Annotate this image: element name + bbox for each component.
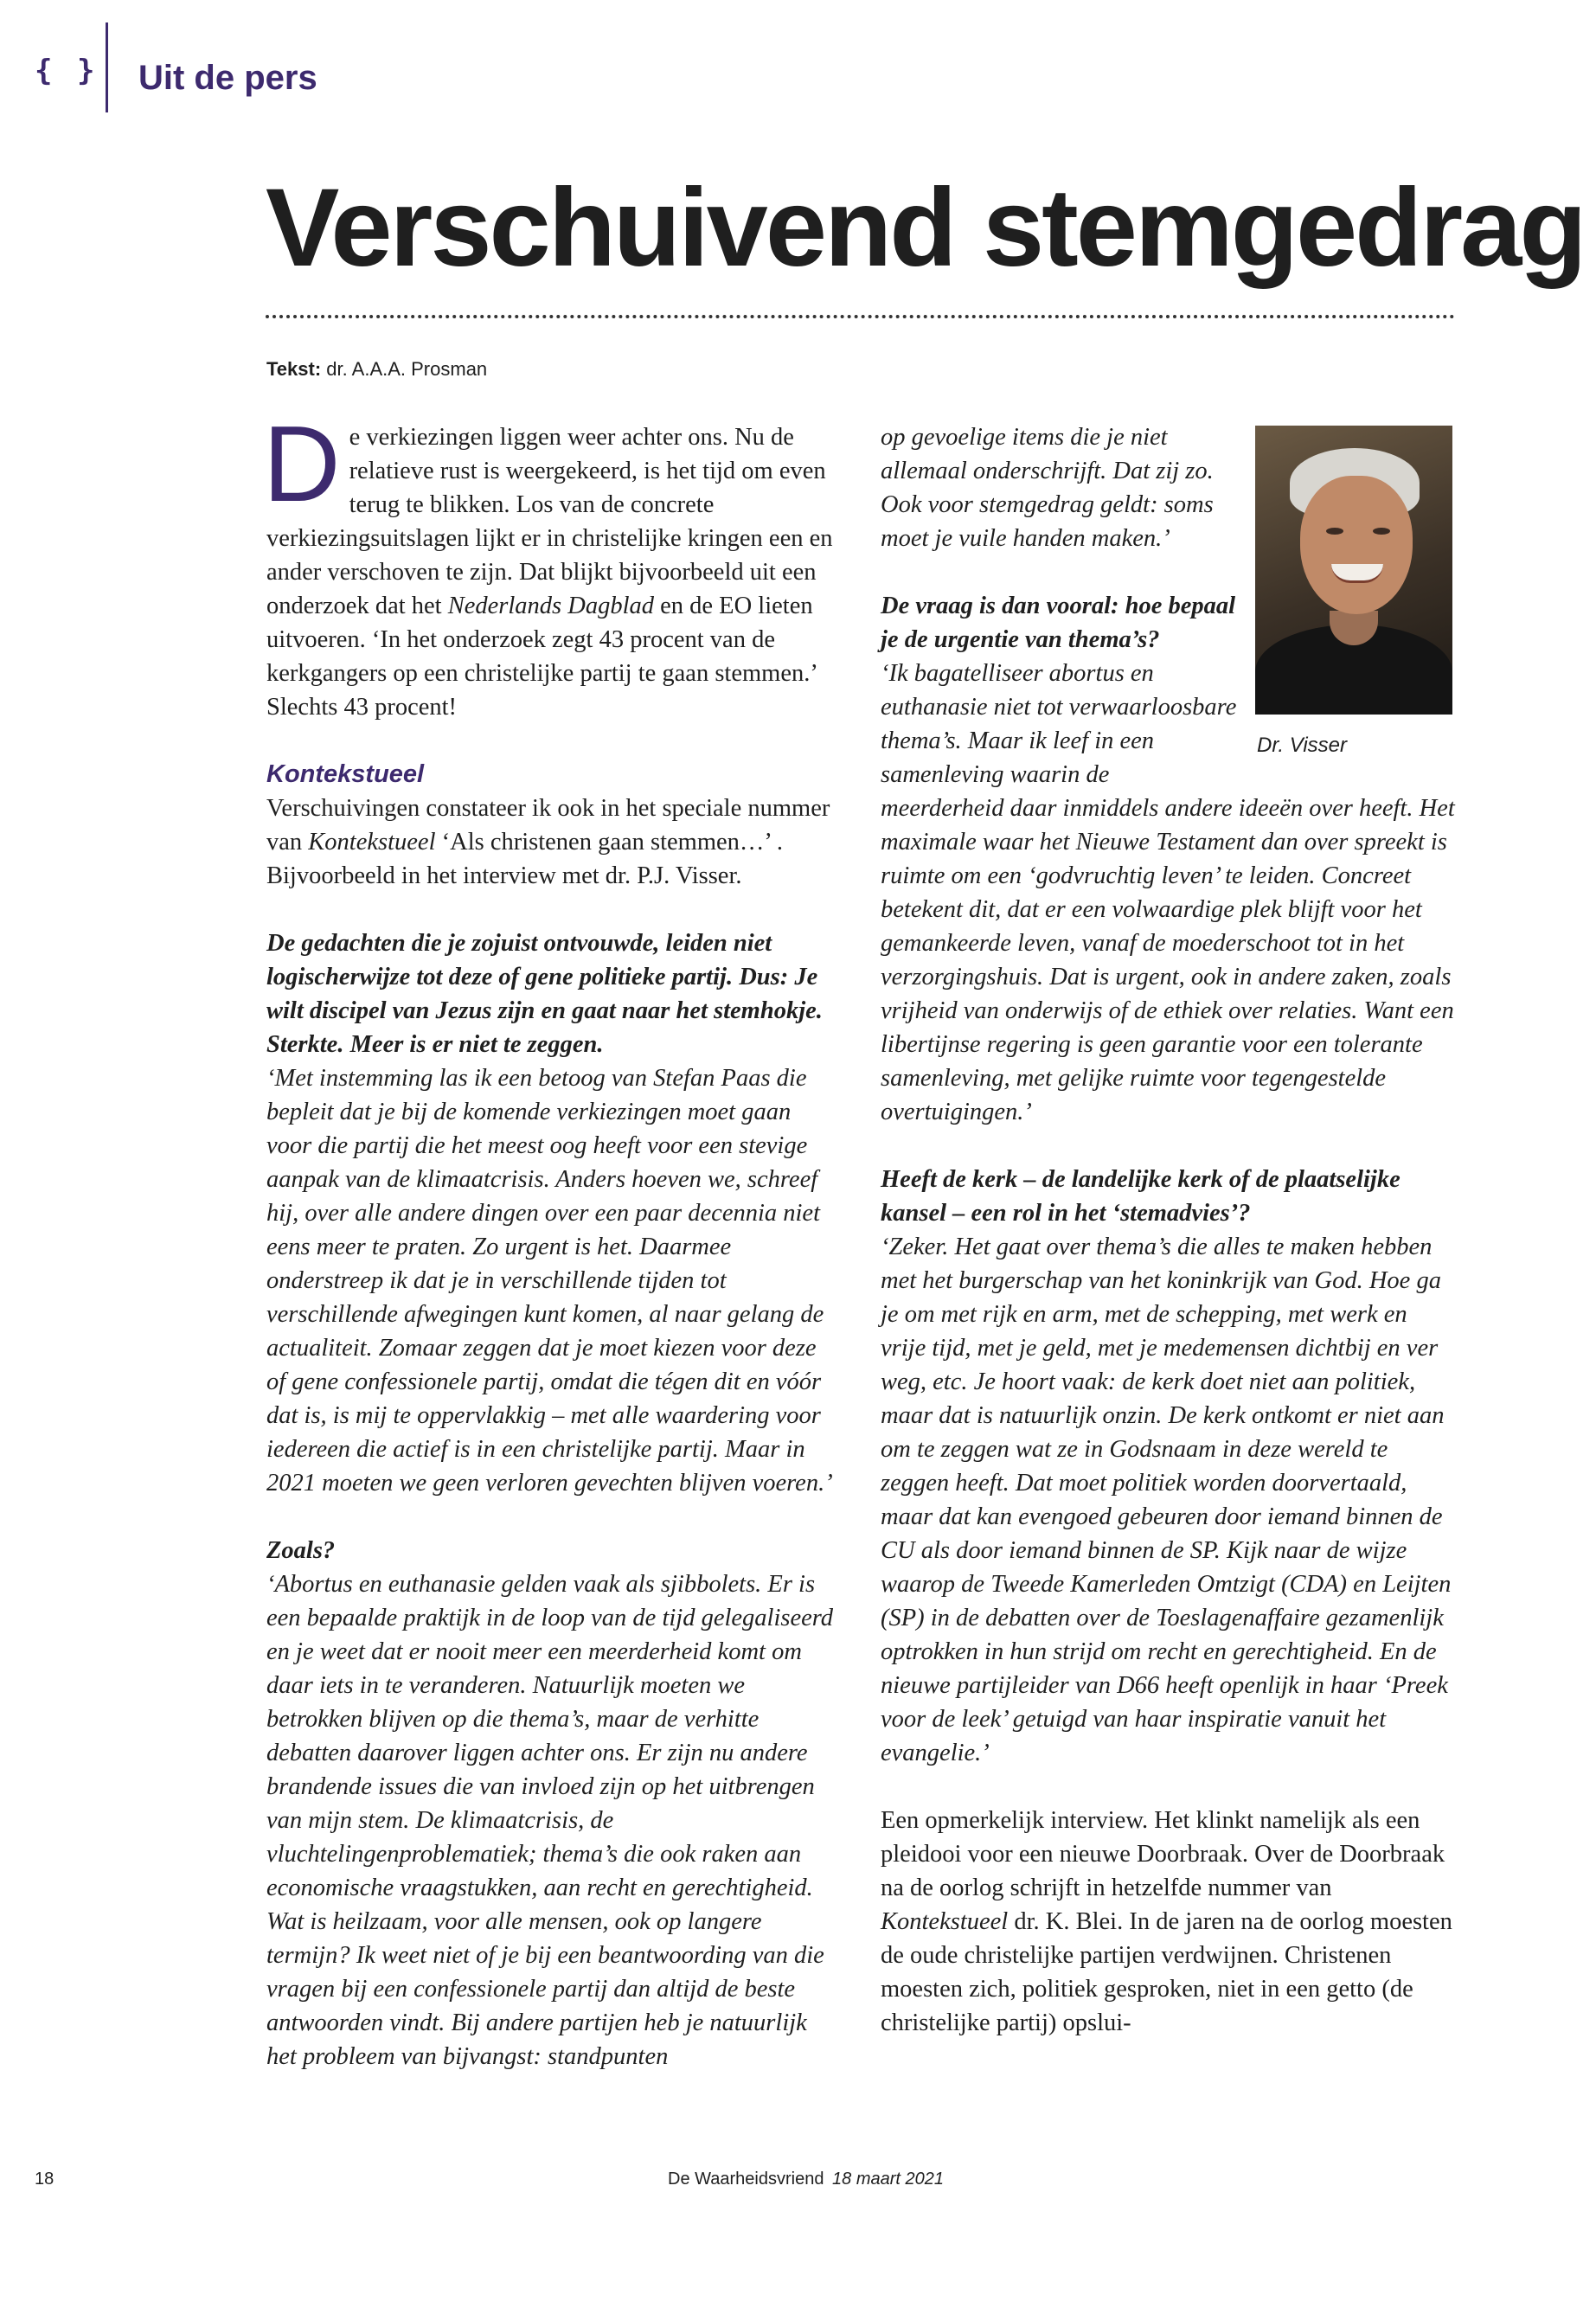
interview-answer-1: ‘Met instemming las ik een betoog van Stefan Paas die bepleit dat je bij de komende verkiezingen moet gaan voor die partij die het meest oog heeft voor een stevige aanpak van de klimaatcrisis. Anders hoeven we, schreef hij, over alle andere dingen over een paar decennia niet eens meer te praten. Zo urgent is het. Daarmee onderstreep ik dat je in verschillende tijden tot verschillende afwegingen kunt komen, al naar gelang de actualiteit. Zomaar zeggen dat je moet kiezen voor deze of gene confessionele partij, omdat die tégen dit en vóór dat is, is mij te oppervlakkig – met alle waardering voor iedereen die actief is in een christelijke partij. Maar in 2021 moeten we geen verloren gevechten blijven voeren.’: [266, 1065, 833, 1497]
paragraph-2: [266, 792, 837, 893]
interview-question-3: De vraag is dan vooral: hoe bepaal je de urgentie van thema’s?: [881, 593, 1236, 653]
byline-author: dr. A.A.A. Prosman: [326, 358, 488, 380]
article-column-right: [881, 420, 1456, 2040]
interview-answer-2-continued: op gevoelige items die je niet allemaal onderschrijft. Dat zij zo. Ook voor stemgedrag geldt: soms moet je vuile handen maken.’: [881, 424, 1214, 552]
issue-date: 18 maart 2021: [832, 2170, 944, 2189]
drop-cap: D: [263, 405, 341, 524]
intro-text-2: en de EO lieten uitvoeren. ‘In het onderzoek zegt 43 procent van de kerkgangers op een christelijke partij te gaan stemmen.’ Slechts 43 procent!: [266, 593, 817, 721]
intro-text-1: e verkiezingen liggen weer achter ons. Nu de relatieve rust is weergekeerd, is het tijd om even terug te blikken. Los van de concrete verkiezingsuitslagen lijkt er in christelijke kringen een en ander verschoven te zijn. Dat blijkt bijvoorbeeld uit een onderzoek dat het: [266, 424, 833, 619]
byline: [266, 358, 487, 381]
intro-emphasis: Nederlands Dagblad: [447, 593, 654, 619]
p2-text-1: Verschuivingen constateer ik ook in het speciale nummer van: [266, 795, 830, 856]
title-dotted-rule: [266, 315, 1455, 318]
p2-emphasis: Kontekstueel: [308, 829, 436, 856]
interview-answer-2: ‘Abortus en euthanasie gelden vaak als sjibbolets. Er is een bepaalde praktijk in de loop van de tijd gelegaliseerd en je weet dat er nooit meer een meerderheid komt om daar iets in te veranderen. Natuurlijk moeten we betrokken blijven op die thema’s, maar de verhitte debatten daarover liggen achter ons. Er zijn nu andere brandende issues die van invloed zijn op het uitbrengen van mijn stem. De klimaatcrisis, de vluchtelingenproblematiek; thema’s die ook raken aan economische vraagstukken, aan recht en gerechtigheid. Wat is heilzaam, voor alle mensen, ook op langere termijn? Ik weet niet of je bij een beantwoording van die vragen bij een confessionele partij dan altijd de beste antwoorden vindt. Bij andere partijen heb je natuurlijk het probleem van bijvangst: standpunten: [266, 1571, 834, 2070]
section-label: Uit de pers: [138, 59, 317, 97]
braces-icon: { }: [35, 54, 99, 88]
page-number: 18: [35, 2170, 54, 2189]
interview-answer-4: ‘Zeker. Het gaat over thema’s die alles te maken hebben met het burgerschap van het koninkrijk van God. Hoe ga je om met rijk en arm, met de schepping, met werk en vrije tijd, met je geld, met je medemensen dichtbij en ver weg, etc. Je hoort vaak: de kerk doet niet aan politiek, maar dat is natuurlijk onzin. De kerk ontkomt er niet aan om te zeggen wat ze in Godsnaam in deze wereld te zeggen heeft. Dat moet politiek worden doorvertaald, maar dat kan evengoed gebeuren door iemand binnen de CU als door iemand binnen de SP. Kijk naar de wijze waarop de Tweede Kamerleden Omtzigt (CDA) en Leijten (SP) in de debatten over de Toeslagenaffaire gezamenlijk optrokken in hun strijd om recht en gerechtigheid. En de nieuwe partijleider van D66 heeft openlijk in haar ‘Preek voor de leek’ getuigd van haar inspiratie vanuit het evangelie.’: [881, 1234, 1452, 1766]
intro-paragraph: [263, 405, 837, 724]
portrait-photo: [1255, 426, 1452, 715]
article-title: Verschuivend stemgedrag: [266, 166, 1585, 290]
p2-text-2: ‘Als christenen gaan stemmen…’ . Bijvoorbeeld in het interview met dr. P.J. Visser.: [266, 829, 784, 889]
header-divider: [106, 22, 108, 112]
magazine-name: De Waarheidsvriend: [668, 2170, 824, 2189]
closing-text-1: Een opmerkelijk interview. Het klinkt namelijk als een pleidooi voor een nieuwe Doorbraak. Over de Doorbraak na de oorlog schrijft in hetzelfde nummer van: [881, 1807, 1445, 1901]
photo-caption: Dr. Visser: [1257, 734, 1348, 757]
subheading: Kontekstueel: [266, 760, 425, 788]
interview-answer-3: ‘Ik bagatelliseer abortus en euthanasie niet tot verwaarloosbare thema’s. Maar ik leef in een samenleving waarin de meerderheid daar inmiddels andere ideeën over heeft. Het maximale waar het Nieuwe Testament dan over spreekt is ruimte om een ‘godvruchtig leven’ te leiden. Concreet betekent dit, dat er een volwaardige plek blijft voor het gemankeerde leven, vanaf de moederschoot tot in het verzorgingshuis. Dat is urgent, ook in andere zaken, zoals vrijheid van onderwijs of de ethiek over relaties. Want een libertijnse regering is geen garantie voor een tolerante samenleving, met gelijke ruimte voor tegengestelde overtuigingen.’: [881, 660, 1455, 1125]
byline-label: Tekst:: [266, 358, 322, 380]
closing-text-2: dr. K. Blei. In de jaren na de oorlog moesten de oude christelijke partijen verdwijnen. Christenen moesten zich, politiek gesproken, niet in een getto (de christelijke partij) opslui-: [881, 1908, 1452, 2036]
interview-question-4: Heeft de kerk – de landelijke kerk of de plaatselijke kansel – een rol in het ‘stemadvies’?: [881, 1166, 1401, 1227]
interview-question-1: De gedachten die je zojuist ontvouwde, leiden niet logischerwijze tot deze of gene politieke partij. Dus: Je wilt discipel van Jezus zijn en gaat naar het stemhokje. Sterkte. Meer is er niet te zeggen.: [266, 930, 823, 1058]
closing-paragraph: [881, 1804, 1456, 2040]
portrait-figure: [1255, 426, 1456, 762]
article-column-left: [263, 405, 837, 2073]
closing-emphasis: Kontekstueel: [881, 1908, 1009, 1935]
interview-question-2: Zoals?: [266, 1537, 336, 1564]
footer-magazine: [668, 2170, 944, 2189]
